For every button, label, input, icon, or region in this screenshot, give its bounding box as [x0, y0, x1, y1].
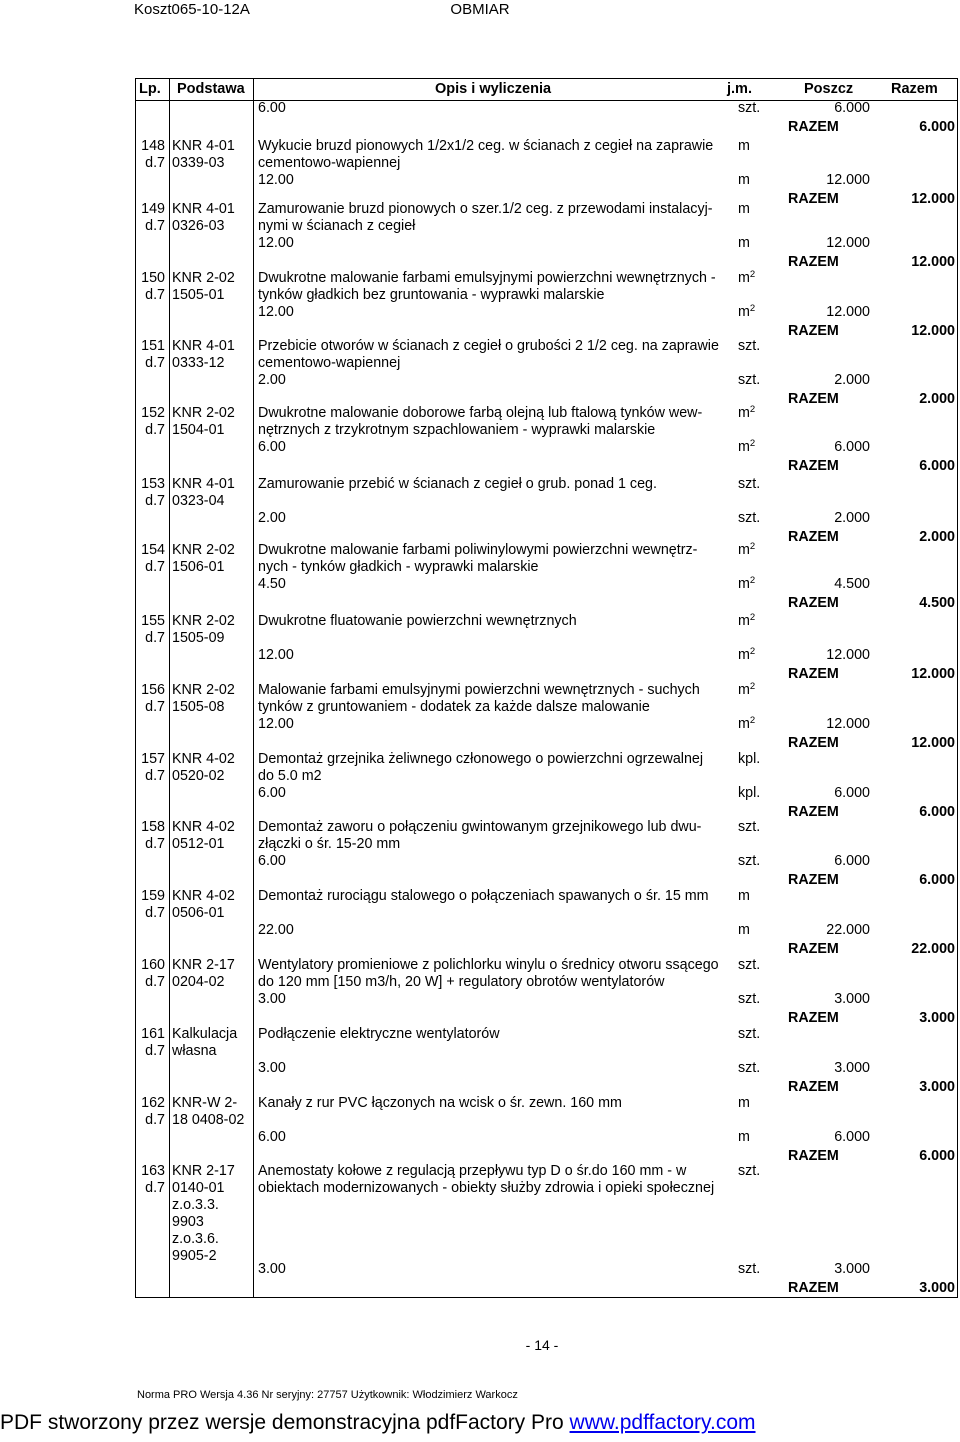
item-quantity: 3.00	[258, 1261, 286, 1277]
item-quantity: 12.00	[258, 647, 294, 663]
item-razem-label: RAZEM	[788, 595, 839, 611]
unit-base: m	[738, 1095, 750, 1111]
unit-base: m	[738, 716, 750, 732]
item-basis: 0333-12	[172, 355, 225, 371]
item-quantity-unit	[738, 922, 750, 940]
table-top-border	[135, 78, 958, 79]
item-razem-value: 12.000	[911, 735, 955, 751]
pdf-watermark-banner	[0, 1411, 756, 1435]
item-quantity: 3.00	[258, 991, 286, 1007]
item-sub: d.7	[145, 905, 165, 921]
item-basis: 0323-04	[172, 493, 225, 509]
item-basis: KNR 4-01	[172, 138, 235, 154]
item-description: Malowanie farbami emulsyjnymi powierzchni wewnętrznych - suchych	[258, 682, 700, 698]
item-unit	[738, 613, 755, 631]
unit-base: m	[738, 1129, 750, 1145]
carry-unit: szt.	[738, 100, 761, 116]
item-razem-value: 6.000	[919, 872, 955, 888]
col-border	[135, 78, 136, 1298]
item-razem-value: 12.000	[911, 191, 955, 207]
col-header-lp: Lp.	[139, 81, 161, 97]
item-razem-label: RAZEM	[788, 1148, 839, 1164]
unit-base: m	[738, 172, 750, 188]
banner-link[interactable]: www.pdffactory.com	[569, 1411, 756, 1434]
item-razem-label: RAZEM	[788, 458, 839, 474]
item-basis: 1505-01	[172, 287, 225, 303]
item-basis: 0326-03	[172, 218, 225, 234]
item-razem-value: 4.500	[919, 595, 955, 611]
item-razem-label: RAZEM	[788, 804, 839, 820]
unit-superscript: 2	[749, 681, 756, 692]
unit-superscript: 2	[749, 269, 756, 280]
col-border	[253, 78, 254, 1298]
item-sub: d.7	[145, 355, 165, 371]
item-basis: KNR 2-17	[172, 1163, 235, 1179]
col-header-podstawa: Podstawa	[177, 81, 245, 97]
unit-superscript: 2	[749, 575, 756, 586]
item-basis: KNR 4-02	[172, 751, 235, 767]
item-razem-label: RAZEM	[788, 1280, 839, 1296]
item-description: tynków gładkich bez gruntowania - wyprawki malarskie	[258, 287, 605, 303]
item-basis: KNR 4-01	[172, 338, 235, 354]
item-quantity-unit	[738, 172, 750, 190]
item-poszcz: 3.000	[834, 1060, 870, 1076]
unit-base: kpl.	[738, 785, 761, 801]
item-basis: KNR 2-02	[172, 613, 235, 629]
item-razem-value: 12.000	[911, 254, 955, 270]
item-description: nymi w ścianach z cegieł	[258, 218, 416, 234]
item-sub: d.7	[145, 559, 165, 575]
item-quantity-unit	[738, 576, 755, 594]
unit-base: szt.	[738, 991, 761, 1007]
item-lp: 153	[141, 476, 165, 492]
item-description: obiektach modernizowanych - obiekty służby zdrowia i opieki społecznej	[258, 1180, 715, 1196]
item-lp: 155	[141, 613, 165, 629]
item-quantity-unit	[738, 304, 755, 322]
item-sub: d.7	[145, 287, 165, 303]
item-description: Demontaż zaworu o połączeniu gwintowanym grzejnikowego lub dwu-	[258, 819, 702, 835]
unit-base: szt.	[738, 957, 761, 973]
item-description: nętrznych z trzykrotnym szpachlowaniem - wyprawki malarskie	[258, 422, 656, 438]
item-razem-value: 6.000	[919, 458, 955, 474]
item-quantity: 12.00	[258, 304, 294, 320]
item-poszcz: 2.000	[834, 510, 870, 526]
item-description: nych - tynków gładkich - wyprawki malarskie	[258, 559, 539, 575]
item-quantity-unit	[738, 785, 760, 803]
item-razem-label: RAZEM	[788, 1010, 839, 1026]
item-basis: z.o.3.3.	[172, 1197, 219, 1213]
item-basis: własna	[172, 1043, 217, 1059]
item-quantity-unit	[738, 372, 760, 390]
item-razem-label: RAZEM	[788, 191, 839, 207]
table-bottom-border	[135, 1297, 958, 1298]
item-description: Dwukrotne fluatowanie powierzchni wewnętrznych	[258, 613, 577, 629]
unit-base: m	[738, 682, 750, 698]
unit-base: szt.	[738, 338, 761, 354]
item-quantity-unit	[738, 235, 750, 253]
unit-base: kpl.	[738, 751, 761, 767]
item-description: złączki o śr. 15-20 mm	[258, 836, 401, 852]
item-razem-label: RAZEM	[788, 666, 839, 682]
item-poszcz: 6.000	[834, 439, 870, 455]
item-quantity: 2.00	[258, 510, 286, 526]
item-description: Wentylatory promieniowe z polichlorku winylu o średnicy otworu ssącego	[258, 957, 719, 973]
item-basis: KNR 4-01	[172, 476, 235, 492]
item-unit	[738, 201, 750, 219]
item-basis: 1506-01	[172, 559, 225, 575]
item-description: cementowo-wapiennej	[258, 155, 401, 171]
item-basis: KNR 4-01	[172, 201, 235, 217]
item-lp: 154	[141, 542, 165, 558]
item-razem-value: 22.000	[911, 941, 955, 957]
item-razem-label: RAZEM	[788, 872, 839, 888]
item-sub: d.7	[145, 1112, 165, 1128]
item-poszcz: 3.000	[834, 991, 870, 1007]
unit-base: szt.	[738, 1026, 761, 1042]
item-lp: 152	[141, 405, 165, 421]
item-poszcz: 12.000	[826, 172, 870, 188]
item-unit	[738, 1163, 760, 1181]
item-basis: KNR 4-02	[172, 888, 235, 904]
item-razem-value: 2.000	[919, 529, 955, 545]
unit-base: m	[738, 304, 750, 320]
item-basis: KNR 2-02	[172, 542, 235, 558]
item-poszcz: 12.000	[826, 716, 870, 732]
document-title: OBMIAR	[450, 1, 510, 18]
item-unit	[738, 338, 760, 356]
carry-poszcz: 6.000	[834, 100, 870, 116]
item-basis: 1505-08	[172, 699, 225, 715]
item-razem-value: 6.000	[919, 1148, 955, 1164]
item-quantity: 6.00	[258, 785, 286, 801]
item-sub: d.7	[145, 974, 165, 990]
banner-text: PDF stworzony przez wersje demonstracyjna pdfFactory Pro	[0, 1411, 570, 1434]
unit-base: szt.	[738, 1261, 761, 1277]
item-description: cementowo-wapiennej	[258, 355, 401, 371]
item-quantity: 4.50	[258, 576, 286, 592]
item-razem-label: RAZEM	[788, 323, 839, 339]
item-description: Zamurowanie bruzd pionowych o szer.1/2 ceg. z przewodami instalacyj-	[258, 201, 713, 217]
unit-base: m	[738, 235, 750, 251]
item-basis: KNR 2-02	[172, 682, 235, 698]
item-quantity-unit	[738, 510, 760, 528]
item-basis: 1505-09	[172, 630, 225, 646]
unit-base: m	[738, 922, 750, 938]
item-sub: d.7	[145, 699, 165, 715]
unit-superscript: 2	[749, 612, 756, 623]
item-lp: 159	[141, 888, 165, 904]
item-sub: d.7	[145, 1180, 165, 1196]
unit-base: m	[738, 439, 750, 455]
item-basis: 9903	[172, 1214, 204, 1230]
unit-base: szt.	[738, 1163, 761, 1179]
item-quantity-unit	[738, 647, 755, 665]
item-quantity: 3.00	[258, 1060, 286, 1076]
item-basis: 0204-02	[172, 974, 225, 990]
item-unit	[738, 957, 760, 975]
unit-base: szt.	[738, 819, 761, 835]
item-quantity-unit	[738, 439, 755, 457]
item-sub: d.7	[145, 630, 165, 646]
item-description: Wykucie bruzd pionowych 1/2x1/2 ceg. w ścianach z cegieł na zaprawie	[258, 138, 714, 154]
item-lp: 160	[141, 957, 165, 973]
item-quantity: 22.00	[258, 922, 294, 938]
item-quantity-unit	[738, 1060, 760, 1078]
item-quantity-unit	[738, 716, 755, 734]
unit-base: m	[738, 542, 750, 558]
unit-base: m	[738, 647, 750, 663]
unit-superscript: 2	[749, 541, 756, 552]
item-quantity: 12.00	[258, 235, 294, 251]
item-description: tynków z gruntowaniem - dodatek za każde dalsze malowanie	[258, 699, 650, 715]
item-quantity-unit	[738, 853, 760, 871]
item-razem-label: RAZEM	[788, 1079, 839, 1095]
item-lp: 162	[141, 1095, 165, 1111]
item-description: do 120 mm [150 m3/h, 20 W] + regulatory obrotów wentylatorów	[258, 974, 665, 990]
item-lp: 161	[141, 1026, 165, 1042]
item-unit	[738, 751, 760, 769]
item-basis: 0512-01	[172, 836, 225, 852]
measurement-table	[135, 78, 958, 1298]
item-razem-label: RAZEM	[788, 254, 839, 270]
unit-superscript: 2	[749, 646, 756, 657]
unit-base: szt.	[738, 476, 761, 492]
col-header-razem: Razem	[891, 81, 938, 97]
item-basis: 18 0408-02	[172, 1112, 245, 1128]
item-poszcz: 12.000	[826, 647, 870, 663]
item-description: Dwukrotne malowanie doborowe farbą olejną lub ftalową tynków wew-	[258, 405, 703, 421]
item-basis: KNR-W 2-	[172, 1095, 238, 1111]
unit-base: m	[738, 201, 750, 217]
item-sub: d.7	[145, 422, 165, 438]
item-description: Demontaż grzejnika żeliwnego członowego o powierzchni ogrzewalnej	[258, 751, 704, 767]
page-number: - 14 -	[525, 1337, 559, 1353]
item-lp: 158	[141, 819, 165, 835]
carry-razem-value: 6.000	[919, 119, 955, 135]
item-poszcz: 12.000	[826, 304, 870, 320]
item-lp: 163	[141, 1163, 165, 1179]
item-quantity: 6.00	[258, 439, 286, 455]
item-quantity: 2.00	[258, 372, 286, 388]
item-poszcz: 4.500	[834, 576, 870, 592]
item-razem-label: RAZEM	[788, 529, 839, 545]
item-razem-label: RAZEM	[788, 941, 839, 957]
item-unit	[738, 1026, 760, 1044]
item-basis: KNR 2-02	[172, 405, 235, 421]
item-razem-value: 12.000	[911, 323, 955, 339]
carry-razem-label: RAZEM	[788, 119, 839, 135]
unit-base: szt.	[738, 853, 761, 869]
item-lp: 149	[141, 201, 165, 217]
item-sub: d.7	[145, 493, 165, 509]
col-border	[957, 78, 958, 1298]
col-header-opis: Opis i wyliczenia	[435, 81, 552, 97]
item-unit	[738, 819, 760, 837]
item-basis: 0506-01	[172, 905, 225, 921]
item-quantity-unit	[738, 1129, 750, 1147]
item-sub: d.7	[145, 155, 165, 171]
item-lp: 156	[141, 682, 165, 698]
item-razem-value: 3.000	[919, 1010, 955, 1026]
item-poszcz: 22.000	[826, 922, 870, 938]
col-border	[169, 78, 170, 1298]
item-razem-value: 2.000	[919, 391, 955, 407]
item-poszcz: 12.000	[826, 235, 870, 251]
item-basis: 0339-03	[172, 155, 225, 171]
carry-qty: 6.00	[258, 100, 286, 116]
item-basis: 1504-01	[172, 422, 225, 438]
item-description: Dwukrotne malowanie farbami poliwinylowymi powierzchni wewnętrz-	[258, 542, 698, 558]
item-quantity: 12.00	[258, 716, 294, 732]
item-description: Zamurowanie przebić w ścianach z cegieł o grub. ponad 1 ceg.	[258, 476, 657, 492]
item-sub: d.7	[145, 218, 165, 234]
unit-superscript: 2	[749, 715, 756, 726]
item-basis: 0140-01	[172, 1180, 225, 1196]
unit-base: m	[738, 613, 750, 629]
unit-base: m	[738, 888, 750, 904]
item-sub: d.7	[145, 1043, 165, 1059]
item-basis: 9905-2	[172, 1248, 217, 1264]
item-description: Dwukrotne malowanie farbami emulsyjnymi powierzchni wewnętrznych -	[258, 270, 716, 286]
col-header-jm: j.m.	[727, 81, 752, 97]
item-razem-value: 3.000	[919, 1079, 955, 1095]
item-sub: d.7	[145, 836, 165, 852]
item-unit	[738, 682, 755, 700]
item-basis: z.o.3.6.	[172, 1231, 219, 1247]
item-unit	[738, 476, 760, 494]
item-quantity-unit	[738, 991, 760, 1009]
unit-superscript: 2	[749, 404, 756, 415]
item-unit	[738, 405, 755, 423]
item-lp: 148	[141, 138, 165, 154]
item-razem-label: RAZEM	[788, 735, 839, 751]
unit-superscript: 2	[749, 438, 756, 449]
item-description: Przebicie otworów w ścianach z cegieł o grubości 2 1/2 ceg. na zaprawie	[258, 338, 719, 354]
item-unit	[738, 138, 750, 156]
item-description: Anemostaty kołowe z regulacją przepływu typ D o śr.do 160 mm - w	[258, 1163, 687, 1179]
item-description: Demontaż rurociągu stalowego o połączeniach spawanych o śr. 15 mm	[258, 888, 709, 904]
item-quantity: 6.00	[258, 853, 286, 869]
unit-base: m	[738, 138, 750, 154]
item-quantity: 12.00	[258, 172, 294, 188]
item-poszcz: 6.000	[834, 1129, 870, 1145]
unit-superscript: 2	[749, 303, 756, 314]
unit-base: szt.	[738, 1060, 761, 1076]
item-lp: 151	[141, 338, 165, 354]
item-unit	[738, 888, 750, 906]
item-basis: KNR 2-02	[172, 270, 235, 286]
unit-base: m	[738, 270, 750, 286]
item-unit	[738, 270, 755, 288]
item-poszcz: 2.000	[834, 372, 870, 388]
item-quantity: 6.00	[258, 1129, 286, 1145]
unit-base: m	[738, 405, 750, 421]
item-lp: 157	[141, 751, 165, 767]
item-lp: 150	[141, 270, 165, 286]
item-unit	[738, 1095, 750, 1113]
item-description: Kanały z rur PVC łączonych na wcisk o śr. zewn. 160 mm	[258, 1095, 622, 1111]
col-header-poszcz: Poszcz	[804, 81, 854, 97]
item-unit	[738, 542, 755, 560]
unit-base: szt.	[738, 510, 761, 526]
item-poszcz: 6.000	[834, 785, 870, 801]
item-quantity-unit	[738, 1261, 760, 1279]
item-poszcz: 3.000	[834, 1261, 870, 1277]
item-poszcz: 6.000	[834, 853, 870, 869]
document-code: Koszt065-10-12A	[134, 1, 250, 18]
item-razem-value: 12.000	[911, 666, 955, 682]
item-razem-value: 3.000	[919, 1280, 955, 1296]
license-info: Norma PRO Wersja 4.36 Nr seryjny: 27757 Użytkownik: Włodzimierz Warkocz	[137, 1389, 518, 1401]
item-sub: d.7	[145, 768, 165, 784]
unit-base: m	[738, 576, 750, 592]
item-basis: 0520-02	[172, 768, 225, 784]
item-basis: KNR 2-17	[172, 957, 235, 973]
item-description: do 5.0 m2	[258, 768, 322, 784]
item-basis: KNR 4-02	[172, 819, 235, 835]
item-basis: Kalkulacja	[172, 1026, 238, 1042]
item-razem-label: RAZEM	[788, 391, 839, 407]
unit-base: szt.	[738, 372, 761, 388]
item-razem-value: 6.000	[919, 804, 955, 820]
item-description: Podłączenie elektryczne wentylatorów	[258, 1026, 500, 1042]
